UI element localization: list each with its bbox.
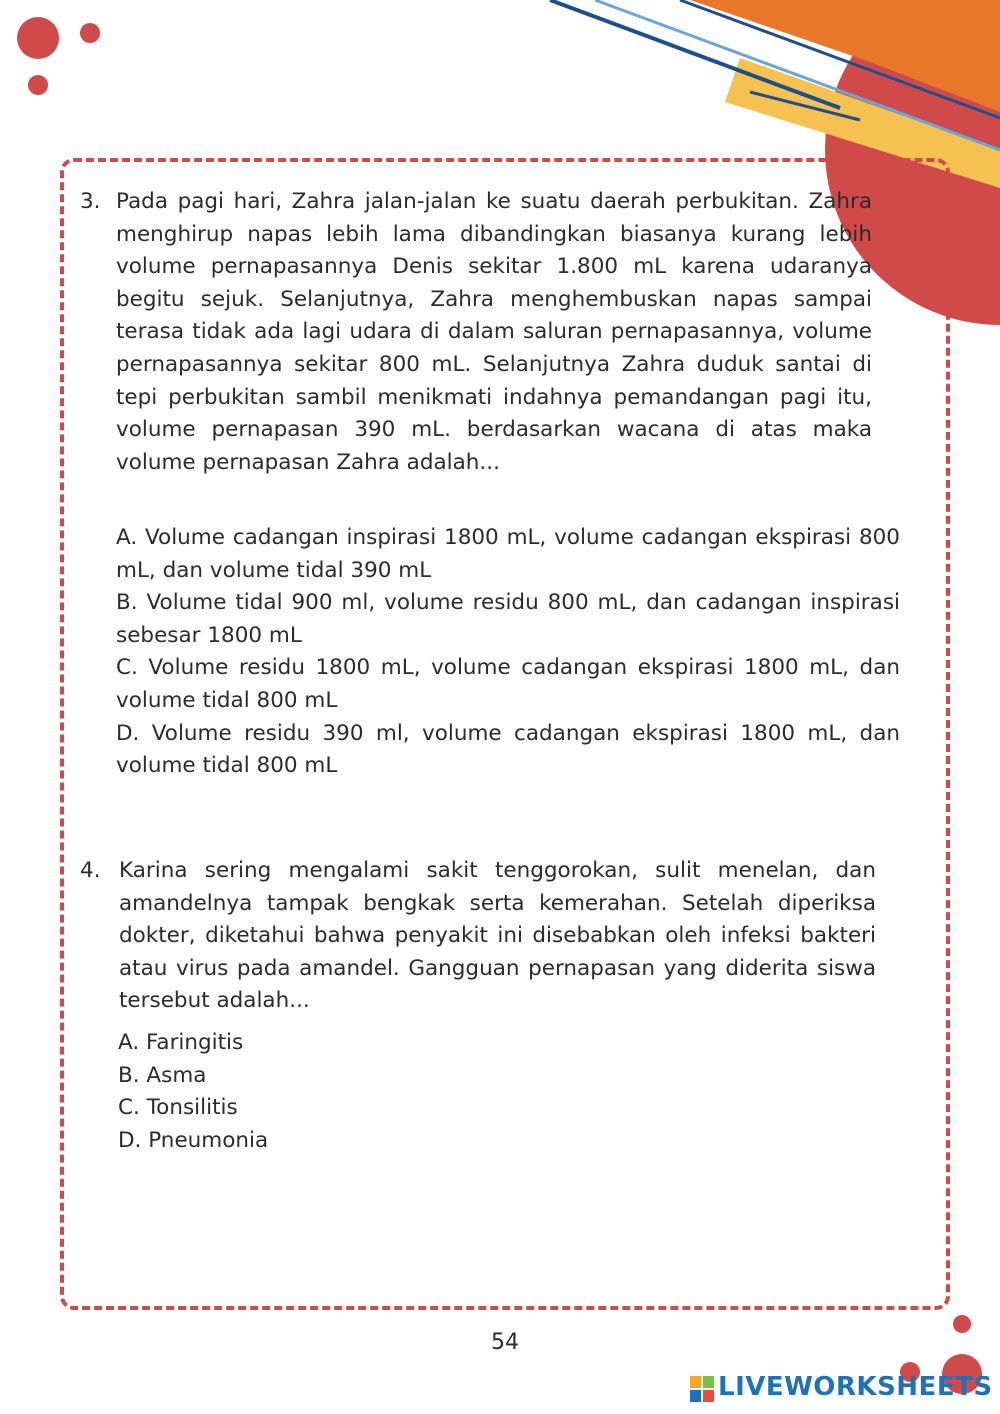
dot-large	[17, 17, 59, 59]
dot-small	[953, 1315, 971, 1333]
dot-medium	[28, 75, 48, 95]
option-b[interactable]: B. Asma	[118, 1062, 207, 1088]
decorative-dots-top-left	[0, 0, 120, 110]
option-b[interactable]: B. Volume tidal 900 ml, volume residu 800 mL, dan cadangan inspirasi sebesar 1800 mL	[116, 590, 900, 648]
question-text: Karina sering mengalami sakit tenggorokan, sulit menelan, dan amandelnya tampak bengkak serta kemerahan. Setelah diperiksa dokter, diketahui bahwa penyakit ini disebabkan oleh infeksi bakteri atau virus pada amandel. Gangguan pernapasan yang diderita siswa tersebut adalah...	[119, 858, 876, 1014]
question-number: 3.	[80, 189, 101, 214]
liveworksheets-logo	[690, 1372, 993, 1406]
page-number: 54	[491, 1330, 519, 1355]
option-a[interactable]: A. Faringitis	[118, 1030, 244, 1055]
question-4-options	[118, 1027, 518, 1157]
option-c[interactable]: C. Volume residu 1800 mL, volume cadangan ekspirasi 1800 mL, dan volume tidal 800 mL	[116, 655, 900, 713]
question-3-options	[116, 522, 900, 783]
option-d[interactable]: D. Volume residu 390 ml, volume cadangan ekspirasi 1800 mL, dan volume tidal 800 mL	[116, 720, 900, 779]
brand-text: LIVEWORKSHEETS	[718, 1372, 993, 1402]
option-d[interactable]: D. Pneumonia	[118, 1127, 269, 1153]
option-a[interactable]: A. Volume cadangan inspirasi 1800 mL, volume cadangan ekspirasi 800 mL, dan volume tidal 390 mL	[116, 525, 900, 583]
liveworksheets-icon	[690, 1376, 714, 1402]
question-text: Pada pagi hari, Zahra jalan-jalan ke suatu daerah perbukitan. Zahra menghirup napas lebih lama dibandingkan biasanya kurang lebih volume pernapasannya Denis sekitar 1.800 mL karena udaranya begitu sejuk. Selanjutnya, Zahra menghembuskan napas sampai terasa tidak ada lagi udara di dalam saluran pernapasannya, volume pernapasannya sekitar 800 mL. Selanjutnya Zahra duduk santai di tepi perbukitan sambil menikmati indahnya pemandangan pagi itu, volume pernapasan 390 mL. berdasarkan wacana di atas maka volume pernapasan Zahra adalah...	[116, 189, 872, 475]
dot-small	[80, 23, 100, 43]
question-number: 4.	[80, 858, 101, 883]
option-c[interactable]: C. Tonsilitis	[118, 1095, 238, 1121]
